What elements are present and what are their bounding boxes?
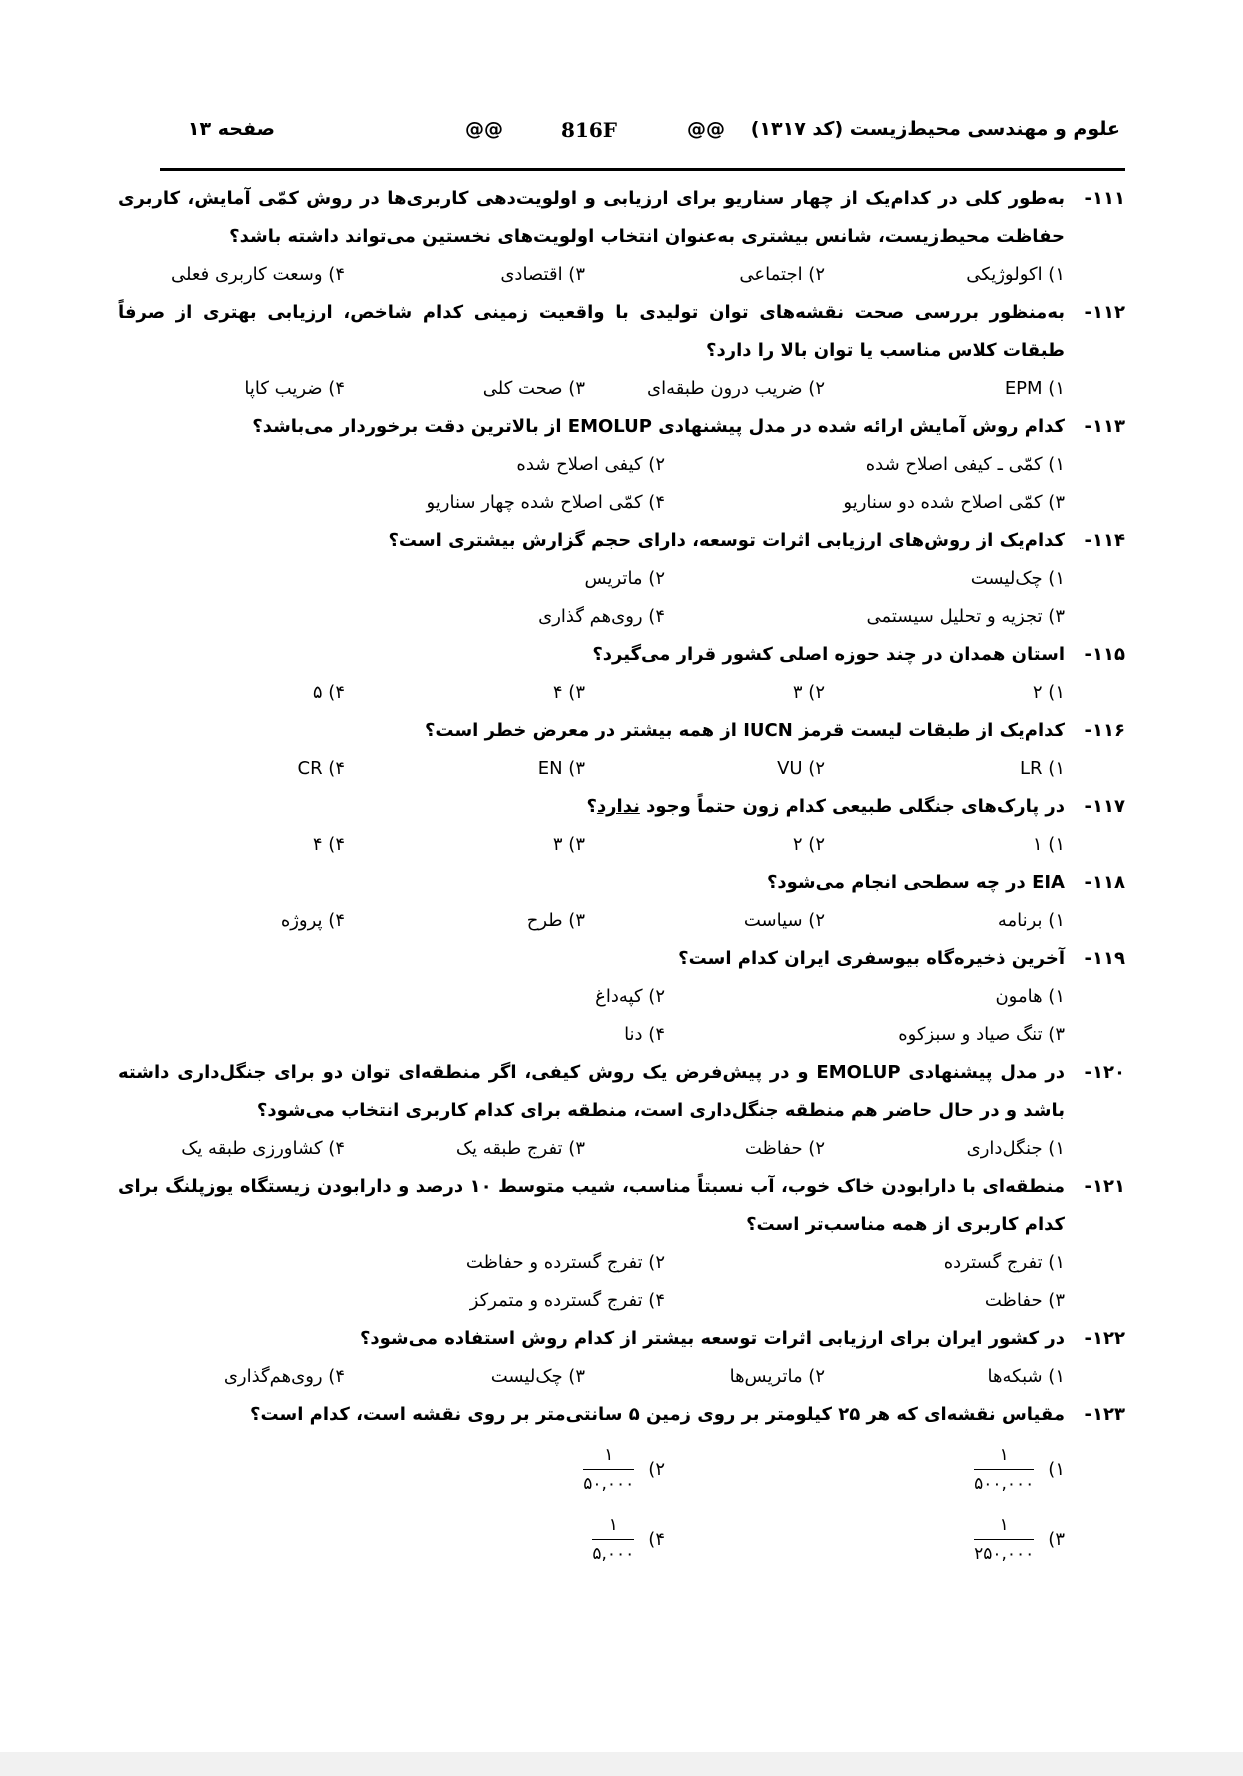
- option-3[interactable]: ۳) کمّی اصلاح شده دو سناریو: [843, 492, 1065, 513]
- option-label: ۴): [648, 1528, 665, 1550]
- scale-fraction: [974, 1513, 1034, 1566]
- emphasized-word: ندارد: [596, 796, 640, 817]
- option-3[interactable]: ۳) اقتصادی: [500, 264, 585, 285]
- question-121: [118, 1168, 1125, 1320]
- option-1[interactable]: ۱) تفرج گسترده: [943, 1252, 1065, 1273]
- option-4[interactable]: ۴) ضریب کاپا: [244, 378, 345, 399]
- answer-options: [118, 826, 1065, 864]
- question-111: [118, 180, 1125, 294]
- question-text: [118, 788, 1065, 826]
- question-number: ۱۲۱-: [1084, 1176, 1125, 1197]
- option-4[interactable]: ۴) پروژه: [280, 910, 345, 931]
- question-115: [118, 636, 1125, 712]
- option-2[interactable]: ۲) اجتماعی: [739, 264, 825, 285]
- question-text-end: ؟: [586, 796, 597, 817]
- option-3[interactable]: ۳) طرح: [526, 910, 585, 931]
- page-header: [160, 118, 1120, 152]
- option-1[interactable]: ۱) برنامه: [997, 910, 1065, 931]
- option-1[interactable]: ۱) ۲: [1032, 682, 1065, 703]
- option-2[interactable]: ۲) ماتریس‌ها: [729, 1366, 825, 1387]
- question-number: ۱۱۷-: [1084, 796, 1125, 817]
- question-list: [118, 180, 1125, 1574]
- answer-options: [118, 902, 1065, 940]
- fraction-denominator: ۲۵۰,۰۰۰: [974, 1543, 1035, 1564]
- answer-options: [118, 750, 1065, 788]
- answer-options: [118, 560, 1065, 636]
- question-118: [118, 864, 1125, 940]
- option-3[interactable]: ۳) صحت کلی: [482, 378, 585, 399]
- question-number: ۱۱۵-: [1084, 644, 1125, 665]
- option-3[interactable]: ۳) EN: [537, 758, 585, 779]
- option-2[interactable]: ۲) حفاظت: [744, 1138, 825, 1159]
- option-1[interactable]: ۱) کمّی ـ کیفی اصلاح شده: [865, 454, 1065, 475]
- option-4[interactable]: ۴) CR: [297, 758, 345, 779]
- question-text: آخرین ذخیره‌گاه بیوسفری ایران کدام است؟: [678, 948, 1065, 969]
- option-4[interactable]: ۴) وسعت کاربری فعلی: [170, 264, 345, 285]
- option-4[interactable]: ۴) روی‌هم‌گذاری: [223, 1366, 345, 1387]
- question-text: کدام روش آمایش ارائه شده در مدل پیشنهادی EMOLUP از بالاترین دقت برخوردار می‌باشد؟: [252, 416, 1065, 437]
- question-number: ۱۲۲-: [1084, 1328, 1125, 1349]
- question-123: [118, 1396, 1125, 1574]
- scale-fraction: [974, 1443, 1034, 1496]
- question-text: EIA در چه سطحی انجام می‌شود؟: [766, 872, 1065, 893]
- option-4[interactable]: ۴) کشاورزی طبقه یک: [181, 1138, 345, 1159]
- option-1[interactable]: ۱) اکولوژیکی: [966, 264, 1065, 285]
- header-divider: [160, 168, 1125, 171]
- fraction-numerator: ۱: [604, 1444, 614, 1465]
- question-number: ۱۱۱-: [1084, 188, 1125, 209]
- question-number: ۱۲۳-: [1084, 1404, 1125, 1425]
- option-1[interactable]: ۱) هامون: [995, 986, 1065, 1007]
- answer-options: [118, 446, 1065, 522]
- option-label: ۱): [1048, 1458, 1065, 1480]
- question-117: [118, 788, 1125, 864]
- header-marker-right: @@: [465, 118, 503, 140]
- fraction-denominator: ۵۰,۰۰۰: [583, 1473, 635, 1494]
- question-114: [118, 522, 1125, 636]
- option-2[interactable]: ۲) کیفی اصلاح شده: [516, 454, 665, 475]
- option-1[interactable]: ۱) ۱: [1032, 834, 1065, 855]
- question-text: در کشور ایران برای ارزیابی اثرات توسعه بیشتر از کدام روش استفاده می‌شود؟: [359, 1328, 1065, 1349]
- question-text: منطقه‌ای با دارابودن خاک خوب، آب نسبتاً مناسب، شیب متوسط ۱۰ درصد و دارابودن زیستگاه یوزپلنگ برای کدام کاربری از همه مناسب‌تر است؟: [118, 1176, 1065, 1235]
- option-1[interactable]: ۱) شبکه‌ها: [987, 1366, 1065, 1387]
- question-text-start: در پارک‌های جنگلی طبیعی کدام زون حتماً وجود: [639, 796, 1065, 817]
- fraction-options-row-1: [118, 1434, 1065, 1504]
- exam-title: علوم و مهندسی محیط‌زیست (کد ۱۳۱۷): [750, 118, 1120, 140]
- option-2[interactable]: ۲) ۲: [792, 834, 825, 855]
- option-3[interactable]: ۳) تنگ صیاد و سبزکوه: [898, 1024, 1065, 1045]
- answer-options: [118, 1358, 1065, 1396]
- answer-options: [118, 1244, 1065, 1320]
- option-1[interactable]: ۱) چک‌لیست: [970, 568, 1065, 589]
- fraction-denominator: ۵,۰۰۰: [592, 1543, 635, 1564]
- option-4[interactable]: ۴) کمّی اصلاح شده چهار سناریو: [426, 492, 665, 513]
- answer-options: [118, 256, 1065, 294]
- fraction-numerator: ۱: [999, 1514, 1009, 1535]
- booklet-code: 816F: [561, 118, 617, 142]
- option-1[interactable]: ۱) EPM: [1004, 378, 1065, 399]
- page-number: صفحه ۱۳: [187, 118, 275, 140]
- option-4[interactable]: ۴) ۴: [312, 834, 345, 855]
- option-2[interactable]: [118, 1434, 665, 1504]
- question-number: ۱۱۶-: [1084, 720, 1125, 741]
- fraction-numerator: ۱: [999, 1444, 1009, 1465]
- scale-fraction: [592, 1513, 634, 1566]
- answer-options: [118, 1130, 1065, 1168]
- fraction-denominator: ۵۰۰,۰۰۰: [974, 1473, 1035, 1494]
- question-113: [118, 408, 1125, 522]
- option-4[interactable]: ۴) تفرج گسترده و متمرکز: [469, 1290, 665, 1311]
- option-4[interactable]: ۴) دنا: [624, 1024, 665, 1045]
- scale-fraction: [583, 1443, 634, 1496]
- answer-options: [118, 674, 1065, 712]
- question-text: کدام‌یک از طبقات لیست قرمز IUCN از همه بیشتر در معرض خطر است؟: [424, 720, 1065, 741]
- question-number: ۱۱۲-: [1084, 302, 1125, 323]
- option-label: ۲): [648, 1458, 665, 1480]
- question-119: [118, 940, 1125, 1054]
- option-2[interactable]: ۲) VU: [777, 758, 825, 779]
- fraction-numerator: ۱: [608, 1514, 618, 1535]
- option-2[interactable]: ۲) ۳: [792, 682, 825, 703]
- question-text: به‌طور کلی در کدام‌یک از چهار سناریو برای ارزیابی و اولویت‌دهی کاربری‌ها در روش کمّی آمایش، کاربری حفاظت محیط‌زیست، شانس بیشتری به‌عنوان انتخاب اولویت‌های نخستین می‌تواند داشته باشد؟: [118, 188, 1065, 247]
- question-116: [118, 712, 1125, 788]
- option-2[interactable]: ۲) سیاست: [743, 910, 825, 931]
- option-3[interactable]: ۳) تفرج طبقه یک: [455, 1138, 585, 1159]
- question-112: [118, 294, 1125, 408]
- option-2[interactable]: ۲) کپه‌داغ: [595, 986, 665, 1007]
- question-number: ۱۱۴-: [1084, 530, 1125, 551]
- fraction-options-row-2: [118, 1504, 1065, 1574]
- option-3[interactable]: ۳) ۴: [552, 682, 585, 703]
- option-4[interactable]: ۴) روی‌هم گذاری: [538, 606, 665, 627]
- option-3[interactable]: [665, 1504, 1065, 1574]
- option-2[interactable]: ۲) ماتریس: [584, 568, 665, 589]
- option-2[interactable]: ۲) ضریب درون طبقه‌ای: [647, 378, 825, 399]
- question-number: ۱۱۳-: [1084, 416, 1125, 437]
- question-122: [118, 1320, 1125, 1396]
- option-label: ۳): [1048, 1528, 1065, 1550]
- header-marker-left: @@: [687, 118, 725, 140]
- question-text: در مدل پیشنهادی EMOLUP و در پیش‌فرض یک روش کیفی، اگر منطقه‌ای توان دو برای جنگل‌داری داشته باشد و در حال حاضر هم منطقه جنگل‌داری است، منطقه برای کدام کاربری انتخاب می‌شود؟: [118, 1062, 1065, 1121]
- option-3[interactable]: ۳) ۳: [552, 834, 585, 855]
- question-text: به‌منظور بررسی صحت نقشه‌های توان تولیدی با واقعیت زمینی کدام شاخص، ارزیابی بهتری از صرفاً طبقات کلاس مناسب یا توان بالا را دارد؟: [118, 302, 1065, 361]
- answer-options: [118, 978, 1065, 1054]
- question-120: [118, 1054, 1125, 1168]
- answer-options: [118, 370, 1065, 408]
- option-2[interactable]: ۲) تفرج گسترده و حفاظت: [465, 1252, 665, 1273]
- option-4[interactable]: [118, 1504, 665, 1574]
- question-number: ۱۱۹-: [1084, 948, 1125, 969]
- option-3[interactable]: ۳) تجزیه و تحلیل سیستمی: [866, 606, 1065, 627]
- option-3[interactable]: ۳) حفاظت: [984, 1290, 1065, 1311]
- question-text: کدام‌یک از روش‌های ارزیابی اثرات توسعه، دارای حجم گزارش بیشتری است؟: [388, 530, 1065, 551]
- page-bottom-strip: [0, 1752, 1243, 1776]
- option-4[interactable]: ۴) ۵: [312, 682, 345, 703]
- option-1[interactable]: ۱) جنگل‌داری: [966, 1138, 1065, 1159]
- question-text: مقیاس نقشه‌ای که هر ۲۵ کیلومتر بر روی زمین ۵ سانتی‌متر بر روی نقشه است، کدام است؟: [250, 1404, 1065, 1425]
- option-1[interactable]: ۱) LR: [1020, 758, 1065, 779]
- option-3[interactable]: ۳) چک‌لیست: [490, 1366, 585, 1387]
- question-number: ۱۲۰-: [1084, 1062, 1125, 1083]
- question-text: استان همدان در چند حوزه اصلی کشور قرار می‌گیرد؟: [592, 644, 1065, 665]
- option-1[interactable]: [665, 1434, 1065, 1504]
- question-number: ۱۱۸-: [1084, 872, 1125, 893]
